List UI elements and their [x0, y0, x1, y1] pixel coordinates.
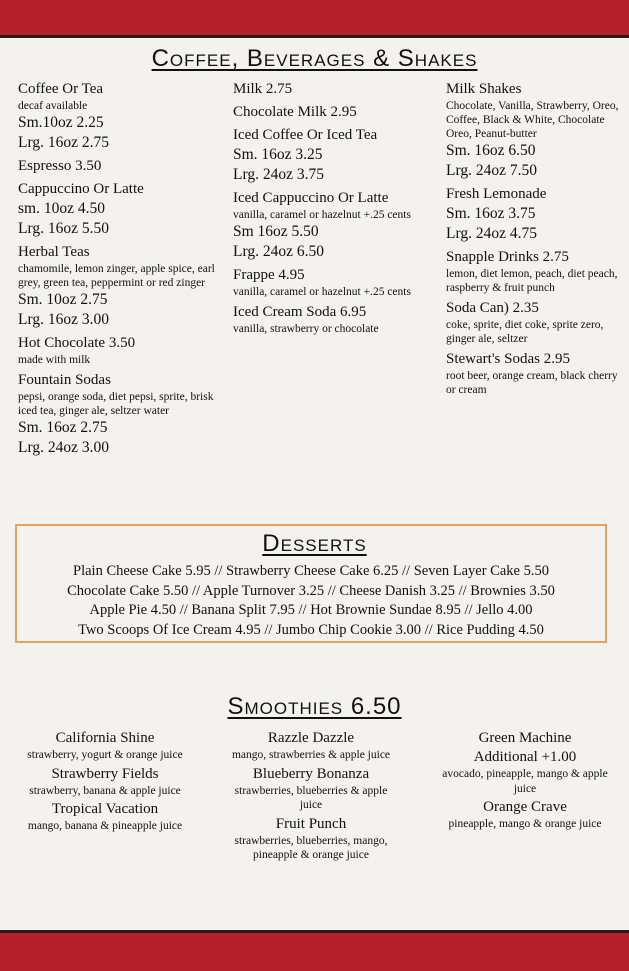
- menu-item-description: decaf available: [18, 100, 88, 112]
- dessert-line: Apple Pie 4.50 // Banana Split 7.95 // Hot Brownie Sundae 8.95 // Jello 4.00: [89, 602, 533, 618]
- smoothie-item: [226, 765, 396, 813]
- menu-item: [18, 243, 223, 330]
- menu-item-description: vanilla, strawberry or chocolate: [233, 323, 379, 335]
- smoothie-description: avocado, pineapple, mango & apple juice: [442, 768, 608, 795]
- smoothie-item: [440, 729, 610, 796]
- smoothie-item: [20, 765, 190, 799]
- menu-item: [233, 303, 443, 336]
- menu-item: [233, 126, 443, 185]
- menu-item: [446, 350, 621, 397]
- menu-item: [18, 371, 223, 458]
- menu-item-name: Chocolate Milk 2.95: [233, 104, 357, 120]
- smoothie-description: strawberry, yogurt & orange juice: [27, 749, 183, 761]
- beverages-column-2: [233, 80, 443, 340]
- smoothie-description: strawberries, blueberries & apple juice: [234, 784, 388, 811]
- menu-item-name: Milk Shakes: [446, 81, 522, 97]
- menu-item: [446, 248, 621, 295]
- smoothie-item: [20, 729, 190, 763]
- dessert-line: Plain Cheese Cake 5.95 // Strawberry Cheese Cake 6.25 // Seven Layer Cake 5.50: [73, 563, 549, 579]
- menu-item-description: root beer, orange cream, black cherry or cream: [446, 370, 618, 396]
- menu-item-name: Iced Cream Soda 6.95: [233, 304, 367, 320]
- desserts-section-title: Desserts: [262, 530, 367, 557]
- menu-item-name: Espresso 3.50: [18, 158, 102, 174]
- menu-item-price: Sm.10oz 2.25: [18, 114, 104, 131]
- smoothies-section-title: Smoothies 6.50: [227, 693, 402, 720]
- menu-item-description: chamomile, lemon zinger, apple spice, earl grey, green tea, peppermint or red zinger: [18, 263, 215, 289]
- smoothie-name: Tropical Vacation: [51, 801, 159, 817]
- menu-item-price: Lrg. 16oz 2.75: [18, 134, 109, 151]
- menu-item-description: Chocolate, Vanilla, Strawberry, Oreo, Coffee, Black & White, Chocolate Oreo, Peanut-butter: [446, 100, 619, 140]
- beverages-column-1: [18, 80, 223, 462]
- smoothie-name: Razzle Dazzle: [267, 730, 355, 746]
- smoothie-name: Orange Crave: [483, 799, 567, 815]
- menu-item-price: Lrg. 24oz 6.50: [233, 243, 324, 260]
- smoothie-description: mango, banana & pineapple juice: [27, 820, 183, 832]
- menu-item-name: Coffee Or Tea: [18, 81, 104, 97]
- menu-item: [446, 185, 621, 244]
- menu-item-name: Stewart's Sodas 2.95: [446, 351, 570, 367]
- menu-item-name: Hot Chocolate 3.50: [18, 335, 136, 351]
- menu-item: [18, 80, 223, 153]
- menu-item-price: Sm. 16oz 3.75: [446, 205, 536, 222]
- smoothie-name: Blueberry Bonanza: [252, 765, 370, 782]
- smoothie-item: [440, 798, 610, 832]
- menu-item-description: vanilla, caramel or hazelnut +.25 cents: [233, 209, 411, 221]
- menu-item: [233, 103, 443, 122]
- smoothie-item: [226, 815, 396, 863]
- menu-item-price: Sm. 10oz 2.75: [18, 291, 108, 308]
- smoothies-column-3: [440, 729, 610, 834]
- menu-item-name: Herbal Teas: [18, 244, 90, 260]
- smoothie-description: strawberry, banana & apple juice: [29, 784, 181, 797]
- menu-item-price: Lrg. 24oz 3.75: [233, 166, 324, 183]
- beverages-section-title: Coffee, Beverages & Shakes: [151, 45, 478, 72]
- menu-item-price: Lrg. 24oz 4.75: [446, 225, 537, 242]
- smoothie-description: strawberries, blueberries, mango, pineapple & orange juice: [234, 834, 388, 861]
- menu-item: [446, 80, 621, 181]
- menu-item-name: Fresh Lemonade: [446, 186, 547, 202]
- top-red-band: [0, 0, 629, 38]
- menu-item-price: Sm. 16oz 6.50: [446, 142, 536, 159]
- smoothie-description: pineapple, mango & orange juice: [448, 818, 602, 830]
- menu-item: [18, 180, 223, 239]
- menu-item-name: Iced Coffee Or Iced Tea: [233, 127, 378, 143]
- menu-item: [233, 266, 443, 299]
- smoothie-item: [20, 800, 190, 834]
- menu-item-price: Sm 16oz 5.50: [233, 223, 319, 240]
- menu-item-description: lemon, diet lemon, peach, diet peach, raspberry & fruit punch: [446, 268, 618, 294]
- dessert-line: Two Scoops Of Ice Cream 4.95 // Jumbo Chip Cookie 3.00 // Rice Pudding 4.50: [78, 621, 544, 638]
- menu-item-name: Fountain Sodas: [18, 372, 111, 388]
- menu-item-price: Lrg. 24oz 3.00: [18, 439, 109, 456]
- menu-item: [18, 334, 223, 367]
- bottom-red-band: [0, 930, 629, 971]
- menu-item-description: made with milk: [18, 354, 91, 366]
- smoothie-name: California Shine: [55, 730, 155, 746]
- smoothie-name: Green Machine: [478, 730, 572, 746]
- dessert-line: Chocolate Cake 5.50 // Apple Turnover 3.25 // Cheese Danish 3.25 // Brownies 3.50: [67, 582, 555, 599]
- menu-item-description: coke, sprite, diet coke, sprite zero, ginger ale, seltzer: [446, 319, 604, 345]
- menu-item-name: Frappe 4.95: [233, 267, 305, 283]
- menu-item: [233, 80, 443, 99]
- menu-item: [18, 157, 223, 176]
- menu-item-price: Sm. 16oz 3.25: [233, 146, 323, 163]
- desserts-list: [15, 562, 607, 640]
- smoothie-name: Fruit Punch: [275, 815, 347, 832]
- menu-item-price: sm. 10oz 4.50: [18, 200, 105, 217]
- smoothies-column-1: [20, 729, 190, 836]
- smoothie-extra: Additional +1.00: [473, 749, 577, 765]
- menu-item-price: Lrg. 16oz 5.50: [18, 220, 109, 237]
- smoothie-name: Strawberry Fields: [51, 765, 159, 782]
- menu-item-price: Sm. 16oz 2.75: [18, 419, 108, 436]
- smoothie-description: mango, strawberries & apple juice: [231, 749, 391, 761]
- menu-item: [446, 299, 621, 346]
- beverages-column-3: [446, 80, 621, 401]
- menu-item-description: vanilla, caramel or hazelnut +.25 cents: [233, 286, 411, 298]
- menu-item-name: Snapple Drinks 2.75: [446, 249, 569, 265]
- menu-item-description: pepsi, orange soda, diet pepsi, sprite, brisk iced tea, ginger ale, seltzer water: [18, 391, 214, 417]
- menu-item-name: Iced Cappuccino Or Latte: [233, 190, 389, 206]
- menu-item-price: Lrg. 16oz 3.00: [18, 311, 109, 328]
- smoothie-item: [226, 729, 396, 763]
- menu-item-name: Milk 2.75: [233, 81, 293, 97]
- smoothies-column-2: [226, 729, 396, 865]
- menu-item-name: Cappuccino Or Latte: [18, 181, 144, 197]
- menu-item-name: Soda Can) 2.35: [446, 300, 539, 316]
- menu-item-price: Lrg. 24oz 7.50: [446, 162, 537, 179]
- menu-item: [233, 189, 443, 262]
